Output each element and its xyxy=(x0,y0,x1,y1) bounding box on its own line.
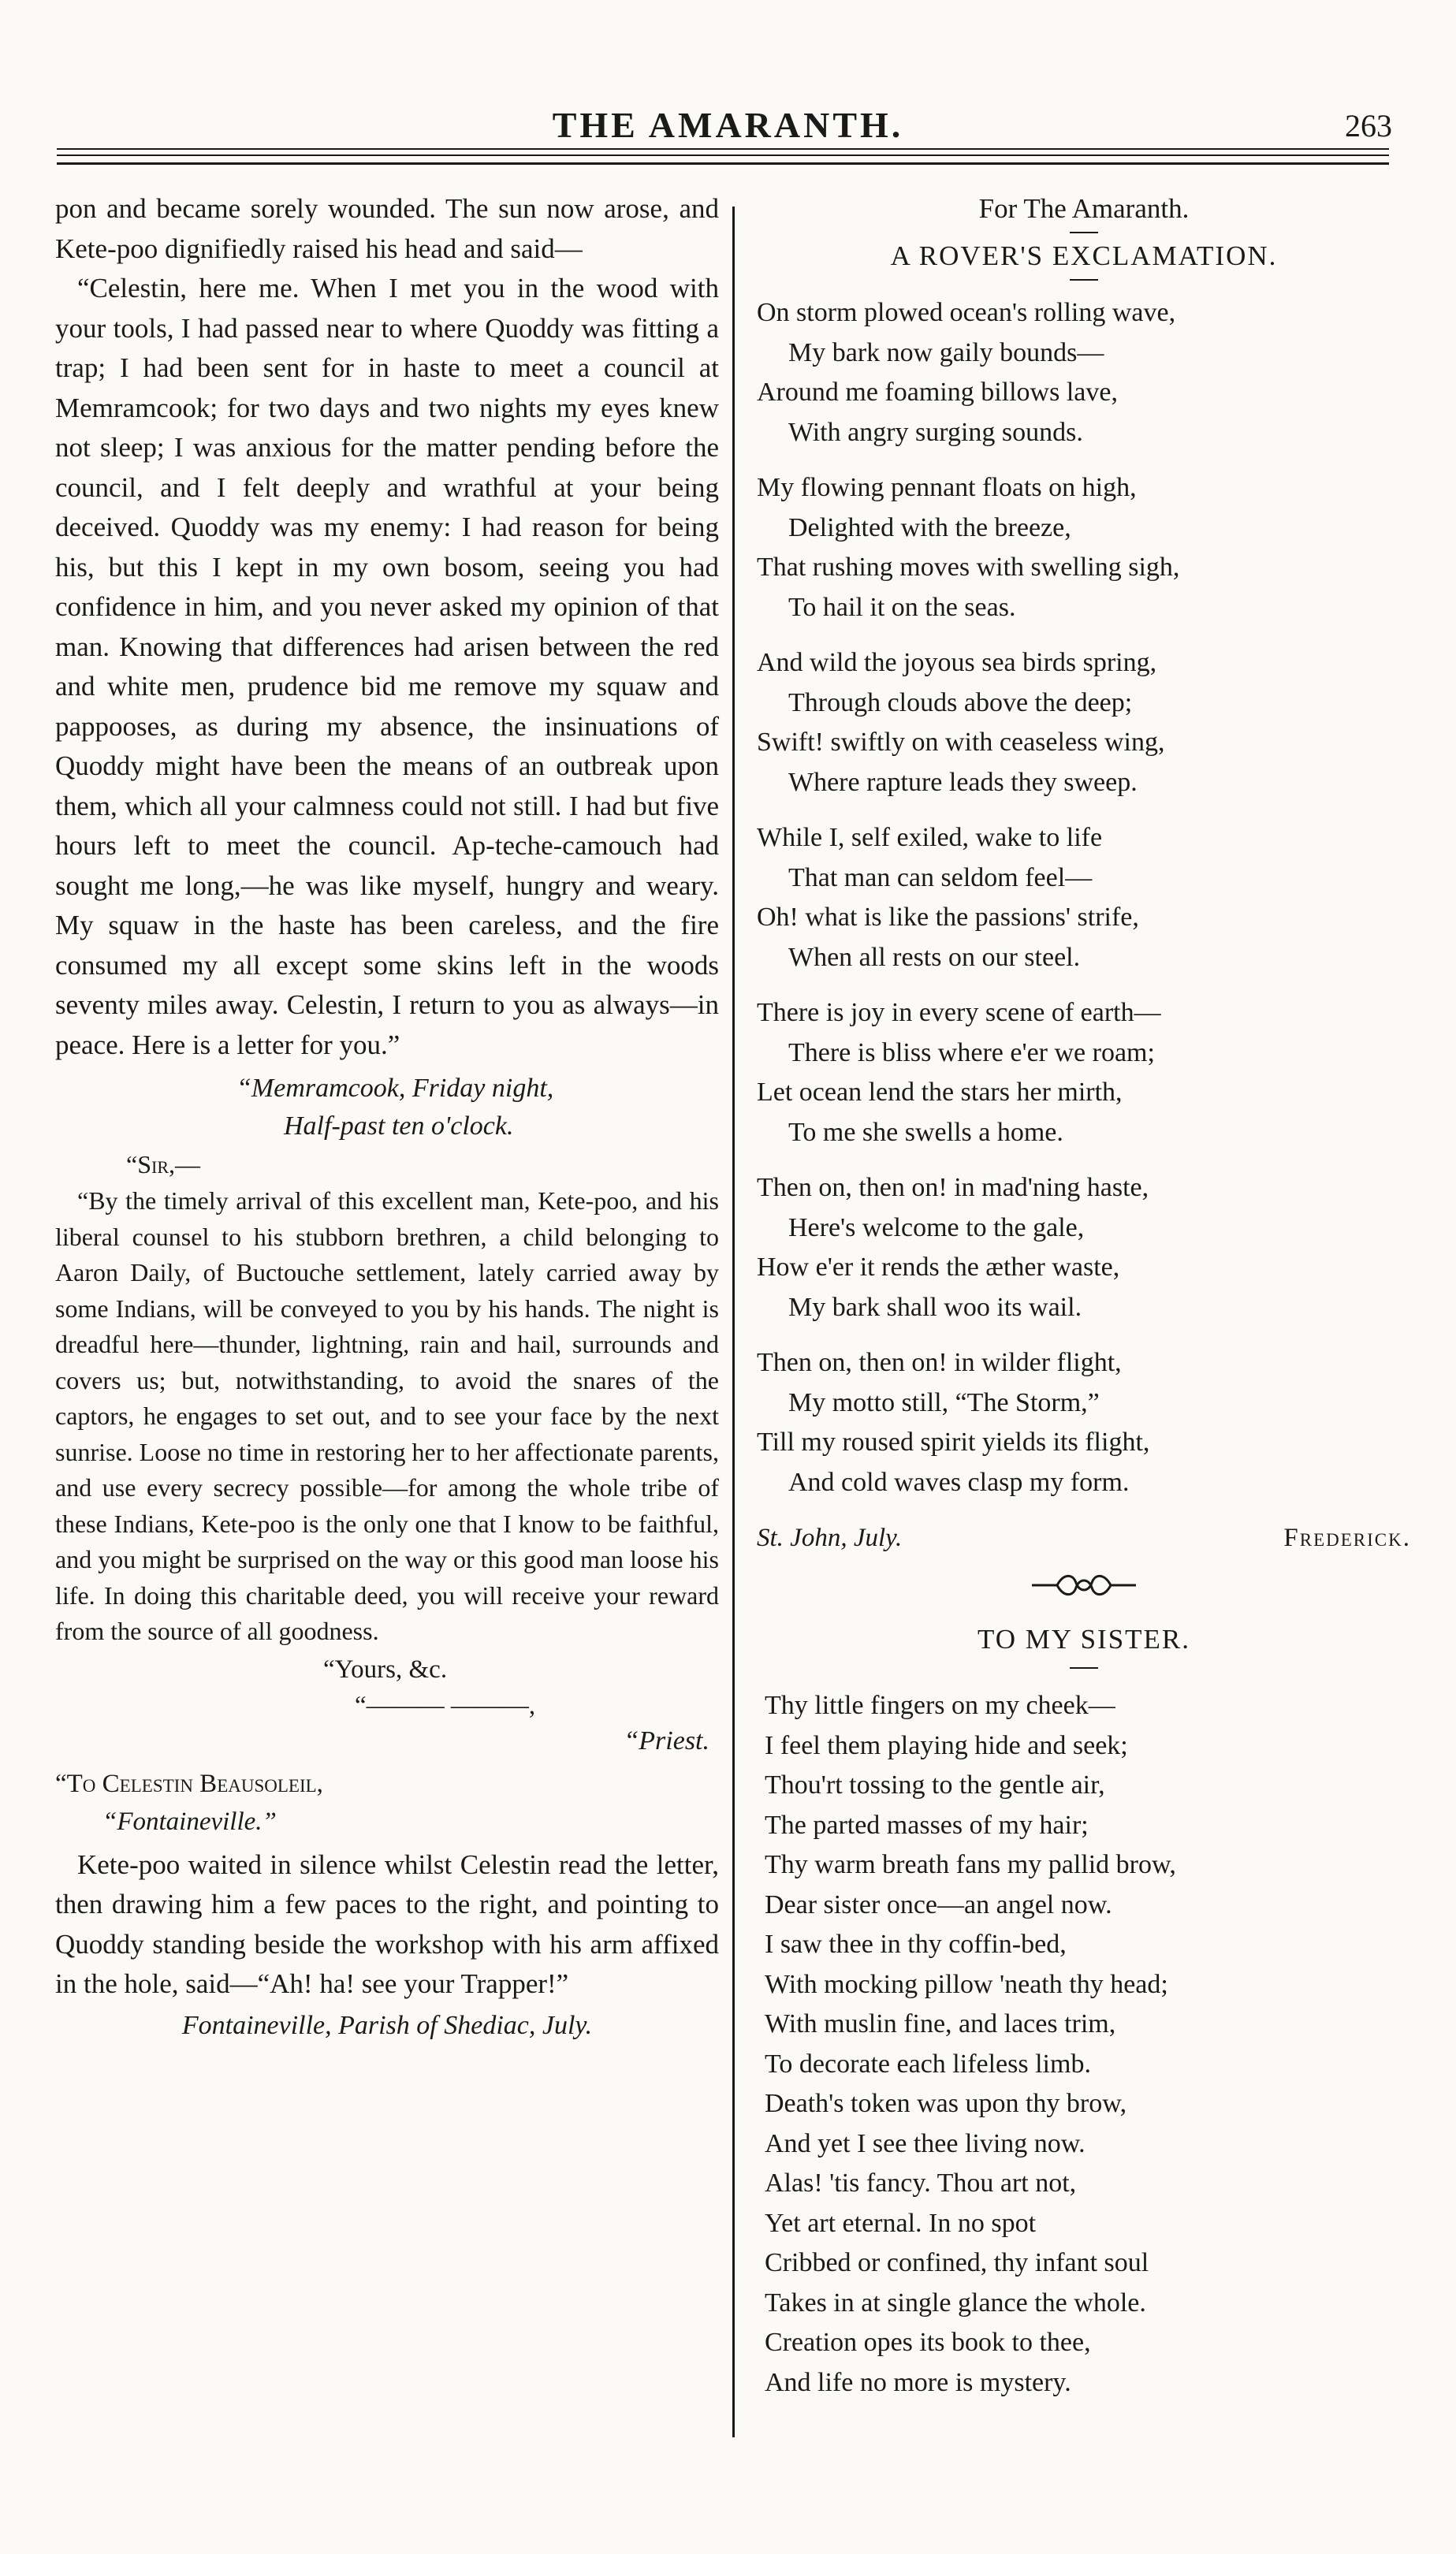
poem-place: St. John, July. xyxy=(757,1524,903,1552)
letter-address: “To Celestin Beausoleil, xyxy=(55,1769,323,1798)
poem-line: While I, self exiled, wake to life xyxy=(757,823,1103,852)
letter-closing: “Yours, &c. xyxy=(323,1655,448,1684)
poem-line: Then on, then on! in wilder flight, xyxy=(757,1348,1122,1377)
poem-line: And wild the joyous sea birds spring, xyxy=(757,648,1157,677)
poem-line: Then on, then on! in mad'ning haste, xyxy=(757,1173,1149,1202)
poem-line: Till my roused spirit yields its flight, xyxy=(757,1428,1150,1457)
running-title: THE AMARANTH. xyxy=(552,105,904,145)
poem-to-my-sister xyxy=(757,1686,1411,2403)
paragraph: “Celestin, here me. When I met you in the wood with your tools, I had passed near to where Quoddy was fitting a trap; I had been sent for in haste to meet a council at Memramcook; for two days and two nights my eyes knew not sleep; I was anxious for the matter pending before the council, and I felt deeply and wrathful at your being deceived. Quoddy was my enemy: I had reason for being his, but this I kept in my own bosom, seeing you had confidence in him, and you never asked my opinion of that man. Knowing that differences had arisen between the red and white men, prudence bid me remove my squaw and pappooses, as during my absence, the insinuations of Quoddy might have been the means of an outbreak upon them, which all your calmness could not still. I had but five hours left to meet the council. Ap-teche-camouch had sought me long,—he was like myself, hungry and weary. My squaw in the haste has been careless, and the fire consumed my all except some skins left in the woods seventy miles away. Celestin, I return to you as always—in peace. Here is a letter for you.” xyxy=(55,273,719,1060)
poem-line: Around me foaming billows lave, xyxy=(757,378,1118,407)
place-line: Fontaineville, Parish of Shediac, July. xyxy=(181,2010,593,2040)
poem-line: How e'er it rends the æther waste, xyxy=(757,1253,1120,1282)
poem-stanza xyxy=(757,993,1411,1152)
poem-line: To decorate each lifeless limb. xyxy=(765,2049,1091,2079)
letter-dateline: Half-past ten o'clock. xyxy=(284,1111,514,1141)
poem-stanza xyxy=(757,818,1411,977)
poem-line: Alas! 'tis fancy. Thou art not, xyxy=(765,2169,1077,2198)
poem-line: Through clouds above the deep; xyxy=(788,687,1133,717)
poem-line: With angry surging sounds. xyxy=(788,417,1083,447)
poem-line: Thy warm breath fans my pallid brow, xyxy=(765,1850,1176,1879)
poem-line: Takes in at single glance the whole. xyxy=(765,2288,1146,2318)
poem-line: Delighted with the breeze, xyxy=(788,512,1071,542)
poem-rovers-exclamation xyxy=(757,293,1411,1502)
poem-line: My bark now gaily bounds— xyxy=(788,337,1104,367)
letter-salutation: “Sir,— xyxy=(126,1150,200,1178)
poem-line: My motto still, “The Storm,” xyxy=(788,1387,1100,1417)
ornament-icon xyxy=(1029,1572,1139,1599)
letter xyxy=(55,1070,719,1841)
poem-stanza xyxy=(757,293,1411,452)
dash xyxy=(1070,232,1098,233)
page-number: 263 xyxy=(1345,108,1392,143)
poem-title: TO MY SISTER. xyxy=(977,1624,1191,1655)
poem-line: My flowing pennant floats on high, xyxy=(757,473,1137,502)
dash xyxy=(1070,1667,1098,1669)
poem-line: Here's welcome to the gale, xyxy=(788,1212,1085,1242)
poem-title: A ROVER'S EXCLAMATION. xyxy=(890,240,1278,271)
poem-line: With mocking pillow 'neath thy head; xyxy=(765,1969,1168,1999)
poem-stanza xyxy=(757,468,1411,627)
paragraph: pon and became sorely wounded. The sun now arose, and Kete-poo dignifiedly raised his head and said— xyxy=(55,193,719,264)
poem-stanza xyxy=(757,643,1411,802)
poem-line: That man can seldom feel— xyxy=(788,862,1093,892)
poem-signature xyxy=(757,1518,1411,1558)
left-column xyxy=(55,189,719,2047)
poem-line: And yet I see thee living now. xyxy=(765,2128,1085,2158)
poem-line: When all rests on our steel. xyxy=(788,942,1081,972)
poem-line: And life no more is mystery. xyxy=(765,2367,1071,2397)
paragraph: Kete-poo waited in silence whilst Celestin read the letter, then drawing him a few paces to the right, and pointing to Quoddy standing beside the workshop with his arm affixed in the hole, said—“Ah! ha! see your Trapper!” xyxy=(55,1848,719,1999)
poem-line: On storm plowed ocean's rolling wave, xyxy=(757,298,1176,327)
poem-line: Death's token was upon thy brow, xyxy=(765,2089,1127,2118)
poem-line: Cribbed or confined, thy infant soul xyxy=(765,2248,1149,2277)
poem-stanza xyxy=(757,1168,1411,1327)
ornament-divider xyxy=(757,1572,1411,1603)
poem-line: And cold waves clasp my form. xyxy=(788,1467,1130,1497)
header-rule xyxy=(57,155,1389,156)
poem-line: Oh! what is like the passions' strife, xyxy=(757,903,1139,932)
poem-dedication: For The Amaranth. xyxy=(978,193,1190,224)
poem-line: I saw thee in thy coffin-bed, xyxy=(765,1930,1067,1959)
column-divider xyxy=(732,207,735,2437)
poem-line: Yet art eternal. In no spot xyxy=(765,2208,1037,2238)
dash xyxy=(1070,279,1098,281)
poem-line: With muslin fine, and laces trim, xyxy=(765,2009,1116,2038)
poem-line: Let ocean lend the stars her mirth, xyxy=(757,1078,1123,1107)
poem-line: Creation opes its book to thee, xyxy=(765,2328,1091,2357)
poem-line: I feel them playing hide and seek; xyxy=(765,1730,1128,1760)
poem-line: To me she swells a home. xyxy=(788,1117,1063,1147)
poem-line: Dear sister once—an angel now. xyxy=(765,1889,1112,1919)
poem-line: Swift! swiftly on with ceaseless wing, xyxy=(757,728,1165,757)
poem-line: That rushing moves with swelling sigh, xyxy=(757,553,1180,582)
poem-line: My bark shall woo its wail. xyxy=(788,1292,1082,1322)
poem-line: Where rapture leads they sweep. xyxy=(788,767,1138,797)
poem-line: To hail it on the seas. xyxy=(788,592,1016,622)
poem-line: Thy little fingers on my cheek— xyxy=(765,1691,1115,1720)
right-column xyxy=(757,189,1411,2403)
poem-line: Thou'rt tossing to the gentle air, xyxy=(765,1770,1105,1800)
poem-line: There is bliss where e'er we roam; xyxy=(788,1037,1155,1067)
poem-stanza xyxy=(757,1343,1411,1502)
letter-address: “Fontaineville.” xyxy=(102,1807,277,1836)
poem-author: Frederick. xyxy=(1283,1524,1411,1552)
header-rule xyxy=(57,162,1389,165)
letter-body: “By the timely arrival of this excellent man, Kete-poo, and his liberal counsel to his stubborn brethren, a child belonging to Aaron Daily, of Buctouche settlement, lately carried away by some Indians, will be conveyed to you by his hands. The night is dreadful here—thunder, lightning, rain and hail, surrounds and covers us; but, notwithstanding, to avoid the snares of the captors, he engages to set out, and to see your face by the next sunrise. Loose no time in restoring her to her affectionate parents, and use every secrecy possible—for among the whole tribe of these Indians, Kete-poo is the only one that I know to be faithful, and you might be surprised on the way or this good man loose his life. In doing this charitable deed, you will receive your reward from the source of all goodness. xyxy=(55,1186,719,1645)
letter-dateline: “Memramcook, Friday night, xyxy=(236,1074,554,1103)
poem-line: The parted masses of my hair; xyxy=(765,1810,1089,1840)
letter-signature: “Priest. xyxy=(624,1726,709,1755)
header-rule xyxy=(57,148,1389,150)
poem-line: There is joy in every scene of earth— xyxy=(757,998,1161,1027)
letter-blank-name: “——— ———, xyxy=(355,1691,536,1720)
